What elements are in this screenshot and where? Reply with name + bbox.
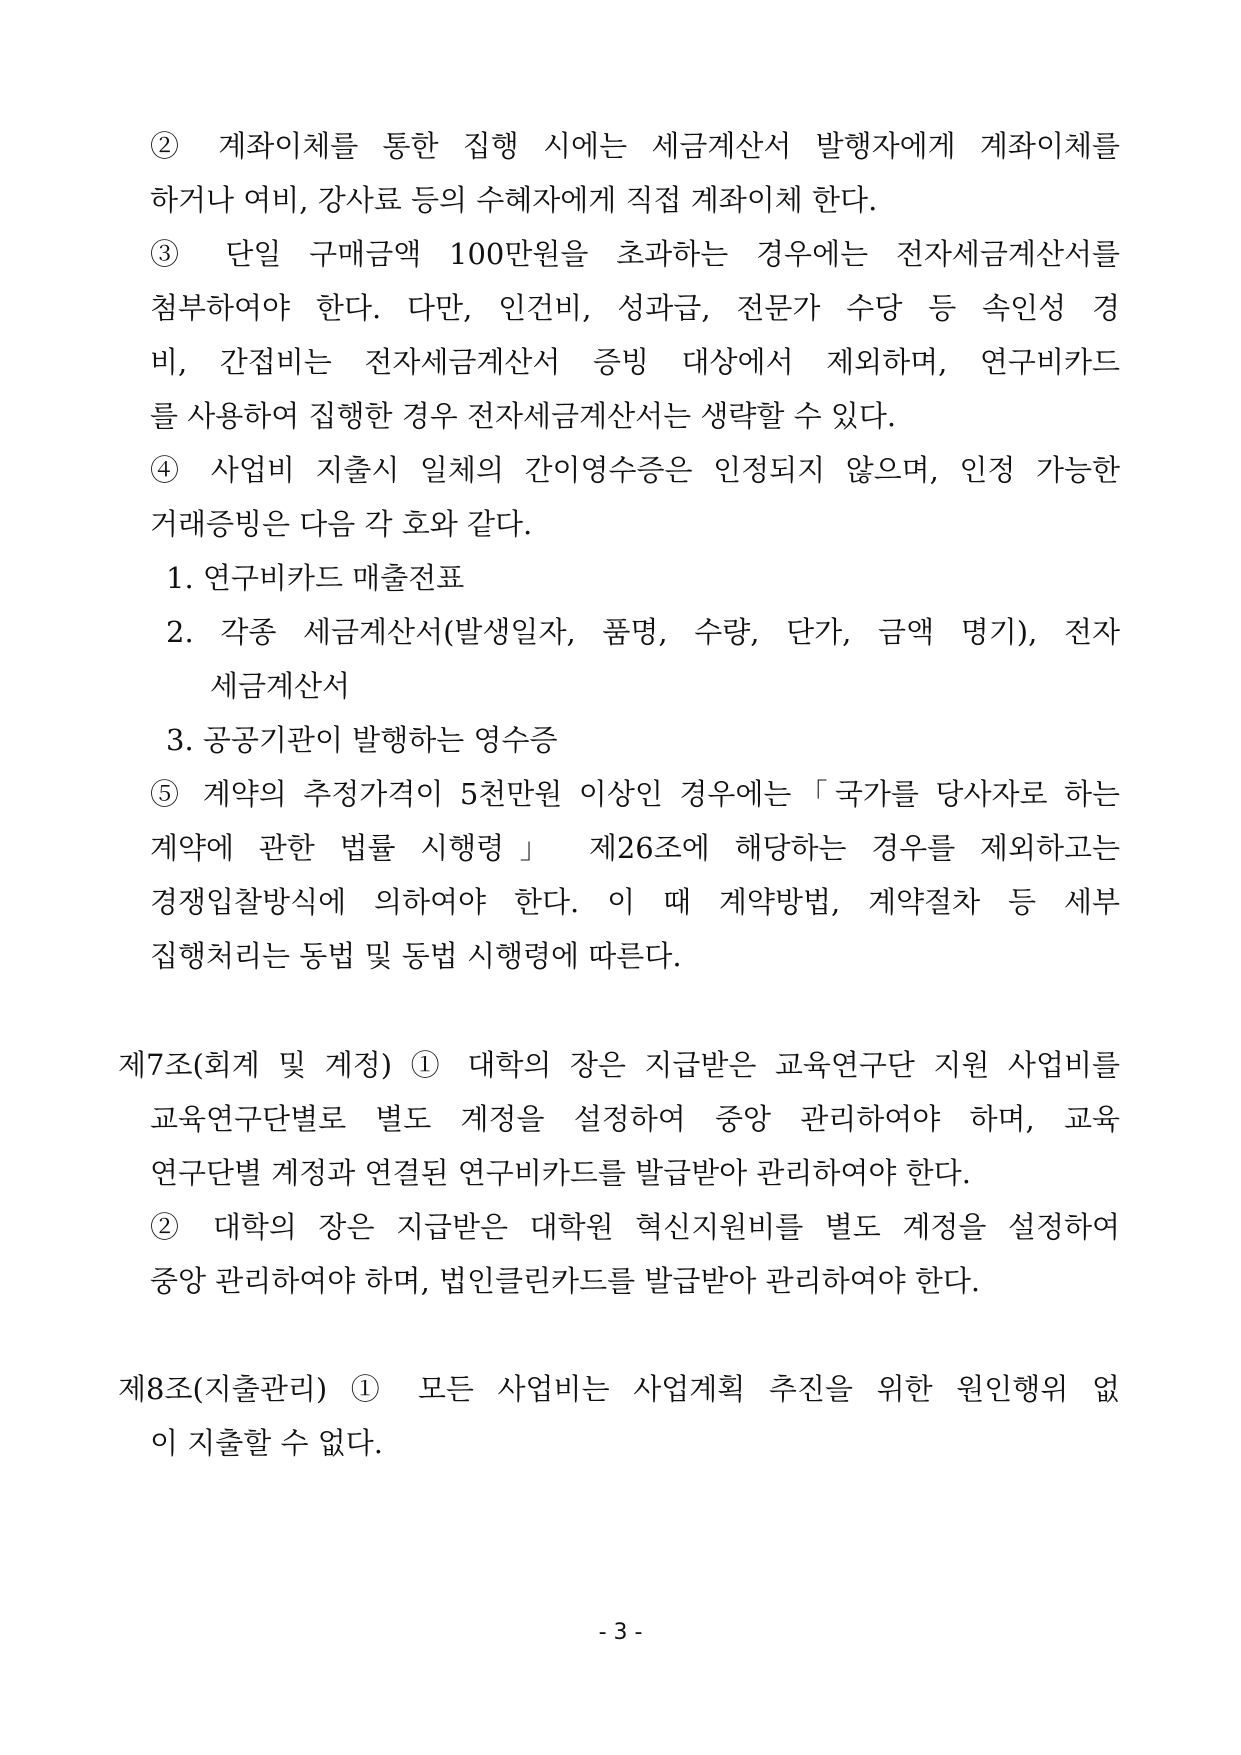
paragraph-line: ③ 단일 구매금액 100만원을 초과하는 경우에는 전자세금계산서를 — [150, 237, 1120, 271]
list-item-continuation: 세금계산서 — [210, 669, 351, 703]
paragraph-line: 비, 간접비는 전자세금계산서 증빙 대상에서 제외하며, 연구비카드 — [150, 345, 1120, 379]
paragraph-line: 하거나 여비, 강사료 등의 수혜자에게 직접 계좌이체 한다. — [150, 183, 878, 217]
list-item: 3. 공공기관이 발행하는 영수증 — [166, 723, 558, 757]
paragraph-line: 중앙 관리하여야 하며, 법인클린카드를 발급받아 관리하여야 한다. — [150, 1264, 981, 1298]
paragraph-line: 연구단별 계정과 연결된 연구비카드를 발급받아 관리하여야 한다. — [150, 1156, 971, 1190]
paragraph-line: 교육연구단별로 별도 계정을 설정하여 중앙 관리하여야 하며, 교육 — [150, 1102, 1120, 1136]
paragraph-line: ② 대학의 장은 지급받은 대학원 혁신지원비를 별도 계정을 설정하여 — [150, 1210, 1120, 1244]
article-heading-line: 제8조(지출관리) ① 모든 사업비는 사업계획 추진을 위한 원인행위 없 — [118, 1372, 1120, 1406]
paragraph-line: 거래증빙은 다음 각 호와 같다. — [150, 507, 533, 541]
paragraph-line: ④ 사업비 지출시 일체의 간이영수증은 인정되지 않으며, 인정 가능한 — [150, 453, 1120, 487]
paragraph-line: ⑤ 계약의 추정가격이 5천만원 이상인 경우에는「국가를 당사자로 하는 — [150, 777, 1120, 811]
paragraph-line: 계약에 관한 법률 시행령」 제26조에 해당하는 경우를 제외하고는 — [150, 831, 1120, 865]
article-heading-line: 제7조(회계 및 계정) ① 대학의 장은 지급받은 교육연구단 지원 사업비를 — [118, 1048, 1120, 1082]
paragraph-line: 이 지출할 수 없다. — [150, 1426, 383, 1460]
page-number: - 3 - — [598, 1620, 643, 1645]
list-item: 1. 연구비카드 매출전표 — [166, 561, 465, 595]
paragraph-line: 첨부하여야 한다. 다만, 인건비, 성과급, 전문가 수당 등 속인성 경 — [150, 291, 1120, 325]
paragraph-line: 를 사용하여 집행한 경우 전자세금계산서는 생략할 수 있다. — [150, 399, 897, 433]
paragraph-line: ② 계좌이체를 통한 집행 시에는 세금계산서 발행자에게 계좌이체를 — [150, 129, 1120, 163]
paragraph-line: 경쟁입찰방식에 의하여야 한다. 이 때 계약방법, 계약절차 등 세부 — [150, 885, 1120, 919]
paragraph-line: 집행처리는 동법 및 동법 시행령에 따른다. — [150, 939, 682, 973]
list-item: 2. 각종 세금계산서(발생일자, 품명, 수량, 단가, 금액 명기), 전자 — [166, 615, 1120, 649]
